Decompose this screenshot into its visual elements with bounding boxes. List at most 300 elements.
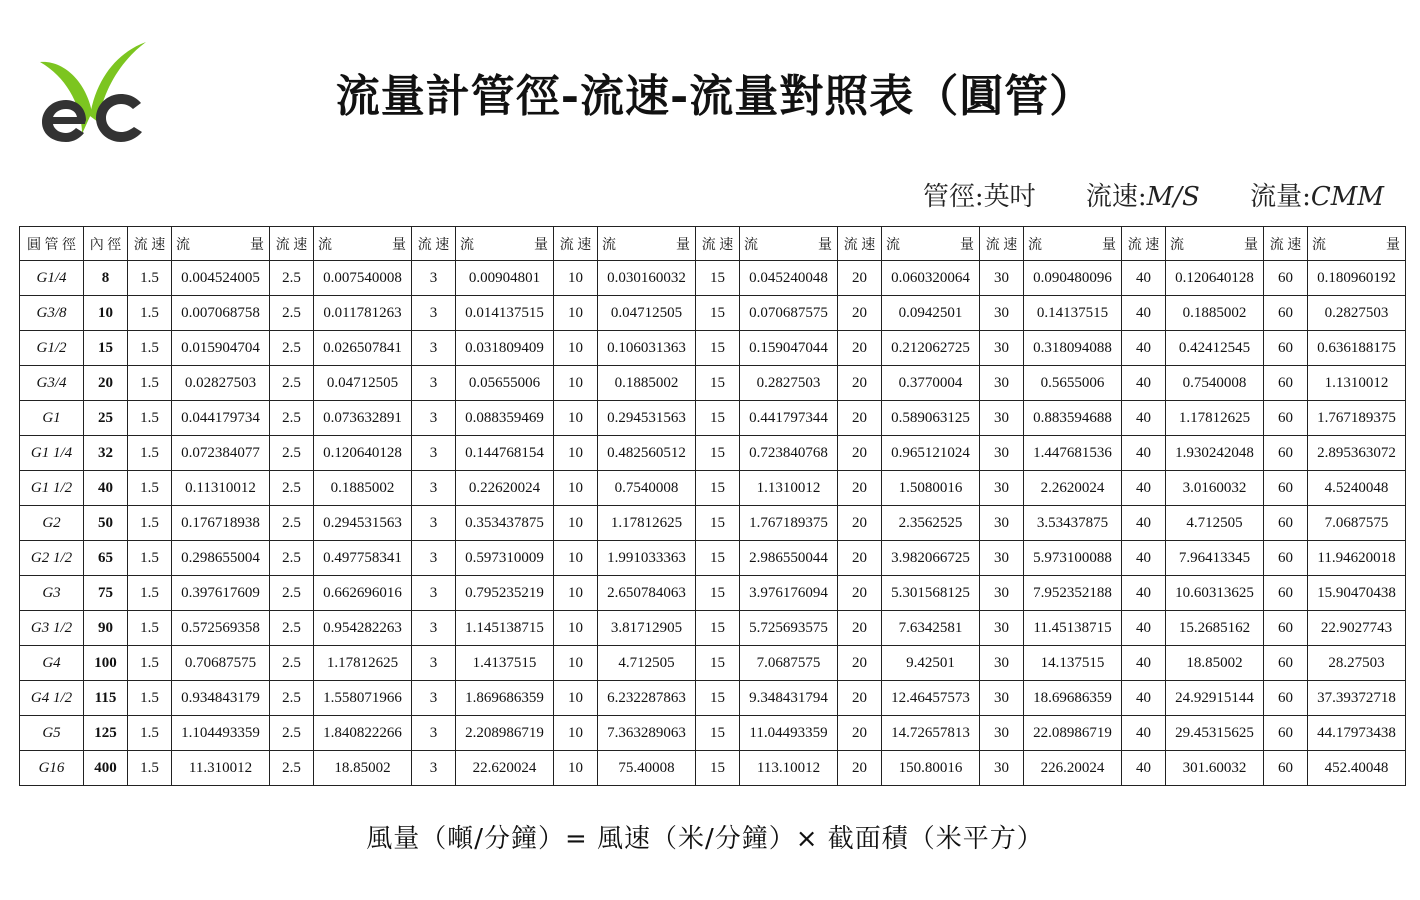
header-flow-left: 流 [318, 237, 332, 253]
cell-flow: 7.0687575 [1308, 506, 1406, 541]
flow-unit-label: 流量: [1250, 182, 1311, 212]
cell-velocity: 60 [1264, 296, 1308, 331]
table-row [20, 751, 1406, 786]
cell-velocity: 2.5 [270, 401, 314, 436]
cell-flow: 18.69686359 [1024, 681, 1122, 716]
cell-flow: 7.952352188 [1024, 576, 1122, 611]
cell-velocity: 1.5 [128, 751, 172, 786]
cell-velocity: 3 [412, 681, 456, 716]
cell-velocity: 15 [696, 541, 740, 576]
cell-flow: 1.447681536 [1024, 436, 1122, 471]
cell-flow: 1.869686359 [456, 681, 554, 716]
cell-inner-diameter: 75 [84, 576, 128, 611]
header-velocity: 流 速 [412, 227, 456, 261]
cell-flow: 0.795235219 [456, 576, 554, 611]
cell-flow: 15.2685162 [1166, 611, 1264, 646]
cell-velocity: 10 [554, 506, 598, 541]
cell-velocity: 40 [1122, 296, 1166, 331]
cell-pipe: G5 [20, 716, 84, 751]
cell-velocity: 1.5 [128, 331, 172, 366]
cell-flow: 0.026507841 [314, 331, 412, 366]
cell-pipe: G1/2 [20, 331, 84, 366]
cell-velocity: 30 [980, 541, 1024, 576]
cell-flow: 0.70687575 [172, 646, 270, 681]
cell-flow: 1.991033363 [598, 541, 696, 576]
cell-velocity: 3 [412, 506, 456, 541]
cell-flow: 5.725693575 [740, 611, 838, 646]
cell-velocity: 10 [554, 366, 598, 401]
header-flow-left: 流 [176, 237, 190, 253]
cell-velocity: 3 [412, 401, 456, 436]
cell-velocity: 40 [1122, 401, 1166, 436]
cell-flow: 11.04493359 [740, 716, 838, 751]
cell-flow: 0.1885002 [598, 366, 696, 401]
cell-velocity: 10 [554, 611, 598, 646]
cell-inner-diameter: 50 [84, 506, 128, 541]
cell-velocity: 1.5 [128, 611, 172, 646]
cell-flow: 3.976176094 [740, 576, 838, 611]
cell-velocity: 60 [1264, 576, 1308, 611]
table-row [20, 506, 1406, 541]
cell-inner-diameter: 400 [84, 751, 128, 786]
cell-flow: 0.106031363 [598, 331, 696, 366]
cell-velocity: 15 [696, 436, 740, 471]
cell-inner-diameter: 10 [84, 296, 128, 331]
cell-flow: 29.45315625 [1166, 716, 1264, 751]
cell-flow: 0.11310012 [172, 471, 270, 506]
cell-flow: 12.46457573 [882, 681, 980, 716]
cell-flow: 6.232287863 [598, 681, 696, 716]
table-row [20, 611, 1406, 646]
cell-velocity: 2.5 [270, 681, 314, 716]
cell-velocity: 2.5 [270, 436, 314, 471]
cell-flow: 0.7540008 [1166, 366, 1264, 401]
cell-flow: 0.212062725 [882, 331, 980, 366]
cell-flow: 5.973100088 [1024, 541, 1122, 576]
header-flow-right: 量 [534, 237, 548, 253]
header-flow-left: 流 [1170, 237, 1184, 253]
cell-velocity: 20 [838, 541, 882, 576]
cell-velocity: 40 [1122, 646, 1166, 681]
page-title: 流量計管徑-流速-流量對照表（圓管） [335, 71, 1095, 122]
units-legend [923, 176, 1384, 213]
cell-flow: 1.1310012 [740, 471, 838, 506]
cell-velocity: 30 [980, 436, 1024, 471]
header-flow-left: 流 [1312, 237, 1326, 253]
cell-flow: 0.144768154 [456, 436, 554, 471]
cell-velocity: 40 [1122, 576, 1166, 611]
cell-velocity: 3 [412, 716, 456, 751]
header-flow [172, 227, 270, 261]
cell-flow: 0.072384077 [172, 436, 270, 471]
cell-inner-diameter: 8 [84, 261, 128, 296]
cell-flow: 0.22620024 [456, 471, 554, 506]
header-flow-right: 量 [1244, 237, 1258, 253]
cell-flow: 2.3562525 [882, 506, 980, 541]
cell-velocity: 60 [1264, 436, 1308, 471]
cell-flow: 0.589063125 [882, 401, 980, 436]
cell-flow: 0.2827503 [740, 366, 838, 401]
cell-velocity: 15 [696, 331, 740, 366]
cell-flow: 0.636188175 [1308, 331, 1406, 366]
header-flow [456, 227, 554, 261]
cell-flow: 0.044179734 [172, 401, 270, 436]
cell-flow: 5.301568125 [882, 576, 980, 611]
table-row [20, 646, 1406, 681]
cell-flow: 0.031809409 [456, 331, 554, 366]
cell-velocity: 15 [696, 716, 740, 751]
cell-velocity: 30 [980, 646, 1024, 681]
cell-flow: 1.17812625 [598, 506, 696, 541]
cell-flow: 0.014137515 [456, 296, 554, 331]
cell-flow: 2.986550044 [740, 541, 838, 576]
cell-velocity: 10 [554, 751, 598, 786]
cell-flow: 0.00904801 [456, 261, 554, 296]
table-row [20, 436, 1406, 471]
cell-flow: 0.088359469 [456, 401, 554, 436]
cell-flow: 0.954282263 [314, 611, 412, 646]
cell-flow: 0.045240048 [740, 261, 838, 296]
flow-unit-value: CMM [1310, 182, 1384, 212]
cell-velocity: 40 [1122, 366, 1166, 401]
cell-velocity: 3 [412, 751, 456, 786]
cell-velocity: 2.5 [270, 261, 314, 296]
cell-velocity: 1.5 [128, 366, 172, 401]
cell-velocity: 15 [696, 261, 740, 296]
header-flow-right: 量 [1102, 237, 1116, 253]
cell-velocity: 20 [838, 331, 882, 366]
cell-velocity: 30 [980, 506, 1024, 541]
cell-inner-diameter: 20 [84, 366, 128, 401]
cell-velocity: 15 [696, 471, 740, 506]
cell-velocity: 1.5 [128, 646, 172, 681]
table-row [20, 296, 1406, 331]
cell-velocity: 20 [838, 681, 882, 716]
cell-flow: 0.298655004 [172, 541, 270, 576]
cell-flow: 0.482560512 [598, 436, 696, 471]
cell-velocity: 30 [980, 681, 1024, 716]
cell-velocity: 2.5 [270, 296, 314, 331]
cell-velocity: 10 [554, 646, 598, 681]
table-row [20, 331, 1406, 366]
cell-flow: 0.004524005 [172, 261, 270, 296]
cell-flow: 10.60313625 [1166, 576, 1264, 611]
cell-flow: 15.90470438 [1308, 576, 1406, 611]
cell-velocity: 10 [554, 261, 598, 296]
header-velocity: 流 速 [696, 227, 740, 261]
cell-flow: 18.85002 [1166, 646, 1264, 681]
header-flow [598, 227, 696, 261]
cell-flow: 226.20024 [1024, 751, 1122, 786]
header-flow-right: 量 [818, 237, 832, 253]
cell-flow: 0.120640128 [314, 436, 412, 471]
cell-flow: 0.159047044 [740, 331, 838, 366]
cell-flow: 2.650784063 [598, 576, 696, 611]
cell-flow: 75.40008 [598, 751, 696, 786]
cell-velocity: 10 [554, 541, 598, 576]
cell-velocity: 40 [1122, 541, 1166, 576]
cell-velocity: 30 [980, 471, 1024, 506]
cell-velocity: 1.5 [128, 681, 172, 716]
cell-flow: 7.96413345 [1166, 541, 1264, 576]
cell-flow: 44.17973438 [1308, 716, 1406, 751]
cell-flow: 7.0687575 [740, 646, 838, 681]
cell-flow: 1.1310012 [1308, 366, 1406, 401]
table-row [20, 366, 1406, 401]
cell-velocity: 60 [1264, 331, 1308, 366]
pipe-unit-label: 管徑: [922, 182, 984, 212]
header-flow-left: 流 [1028, 237, 1042, 253]
cell-velocity: 20 [838, 611, 882, 646]
cell-velocity: 3 [412, 541, 456, 576]
cell-flow: 0.294531563 [314, 506, 412, 541]
cell-velocity: 10 [554, 296, 598, 331]
cell-velocity: 40 [1122, 611, 1166, 646]
cell-flow: 0.1885002 [1166, 296, 1264, 331]
header-flow-left: 流 [886, 237, 900, 253]
header-flow [314, 227, 412, 261]
cell-pipe: G1 1/4 [20, 436, 84, 471]
cell-velocity: 60 [1264, 261, 1308, 296]
cell-flow: 24.92915144 [1166, 681, 1264, 716]
cell-flow: 1.17812625 [314, 646, 412, 681]
cell-velocity: 20 [838, 646, 882, 681]
cell-velocity: 15 [696, 296, 740, 331]
cell-flow: 0.883594688 [1024, 401, 1122, 436]
table-row [20, 681, 1406, 716]
cell-velocity: 60 [1264, 646, 1308, 681]
cell-flow: 0.1885002 [314, 471, 412, 506]
cell-flow: 0.04712505 [314, 366, 412, 401]
cell-velocity: 20 [838, 471, 882, 506]
cell-velocity: 60 [1264, 751, 1308, 786]
cell-flow: 0.04712505 [598, 296, 696, 331]
cell-pipe: G3 1/2 [20, 611, 84, 646]
table-row [20, 471, 1406, 506]
cell-inner-diameter: 65 [84, 541, 128, 576]
cell-flow: 0.572569358 [172, 611, 270, 646]
cell-velocity: 1.5 [128, 471, 172, 506]
cell-velocity: 3 [412, 436, 456, 471]
cell-velocity: 30 [980, 611, 1024, 646]
cell-flow: 0.318094088 [1024, 331, 1122, 366]
table-row [20, 716, 1406, 751]
cell-flow: 0.073632891 [314, 401, 412, 436]
header-flow-left: 流 [460, 237, 474, 253]
cell-inner-diameter: 125 [84, 716, 128, 751]
cell-velocity: 15 [696, 401, 740, 436]
cell-velocity: 20 [838, 506, 882, 541]
header-flow-left: 流 [744, 237, 758, 253]
cell-velocity: 15 [696, 506, 740, 541]
cell-pipe: G16 [20, 751, 84, 786]
cell-flow: 0.060320064 [882, 261, 980, 296]
cell-velocity: 40 [1122, 751, 1166, 786]
cell-flow: 0.180960192 [1308, 261, 1406, 296]
cell-velocity: 3 [412, 611, 456, 646]
cell-velocity: 60 [1264, 401, 1308, 436]
cell-velocity: 10 [554, 436, 598, 471]
cell-velocity: 60 [1264, 541, 1308, 576]
cell-velocity: 30 [980, 366, 1024, 401]
header-flow-right: 量 [676, 237, 690, 253]
cell-flow: 0.090480096 [1024, 261, 1122, 296]
cell-inner-diameter: 90 [84, 611, 128, 646]
cell-pipe: G4 [20, 646, 84, 681]
cell-velocity: 1.5 [128, 541, 172, 576]
header-flow [882, 227, 980, 261]
cell-flow: 0.5655006 [1024, 366, 1122, 401]
cell-velocity: 30 [980, 401, 1024, 436]
cell-velocity: 20 [838, 261, 882, 296]
cell-inner-diameter: 40 [84, 471, 128, 506]
cell-flow: 0.397617609 [172, 576, 270, 611]
cell-velocity: 40 [1122, 471, 1166, 506]
cell-flow: 3.53437875 [1024, 506, 1122, 541]
cell-velocity: 2.5 [270, 576, 314, 611]
cell-flow: 14.137515 [1024, 646, 1122, 681]
cell-flow: 1.840822266 [314, 716, 412, 751]
cell-flow: 0.14137515 [1024, 296, 1122, 331]
cell-velocity: 3 [412, 646, 456, 681]
cell-flow: 7.6342581 [882, 611, 980, 646]
header-velocity: 流 速 [1264, 227, 1308, 261]
cell-flow: 0.070687575 [740, 296, 838, 331]
cell-velocity: 2.5 [270, 611, 314, 646]
cell-flow: 2.895363072 [1308, 436, 1406, 471]
cell-flow: 22.08986719 [1024, 716, 1122, 751]
cell-flow: 0.176718938 [172, 506, 270, 541]
cell-velocity: 3 [412, 576, 456, 611]
header-velocity: 流 速 [270, 227, 314, 261]
cell-velocity: 30 [980, 296, 1024, 331]
cell-velocity: 30 [980, 261, 1024, 296]
cell-velocity: 15 [696, 611, 740, 646]
pipe-unit [923, 176, 1036, 213]
cell-velocity: 1.5 [128, 401, 172, 436]
header-velocity: 流 速 [1122, 227, 1166, 261]
cell-flow: 0.42412545 [1166, 331, 1264, 366]
cell-flow: 0.353437875 [456, 506, 554, 541]
table-header-row [20, 227, 1406, 261]
cell-velocity: 40 [1122, 331, 1166, 366]
cell-velocity: 60 [1264, 716, 1308, 751]
cell-velocity: 10 [554, 471, 598, 506]
cell-velocity: 2.5 [270, 751, 314, 786]
header-velocity: 流 速 [128, 227, 172, 261]
cell-flow: 7.363289063 [598, 716, 696, 751]
header-velocity: 流 速 [838, 227, 882, 261]
cell-inner-diameter: 15 [84, 331, 128, 366]
cell-flow: 0.441797344 [740, 401, 838, 436]
cell-flow: 3.0160032 [1166, 471, 1264, 506]
cell-velocity: 15 [696, 366, 740, 401]
velocity-unit [1086, 176, 1200, 213]
cell-velocity: 3 [412, 261, 456, 296]
cell-flow: 2.2620024 [1024, 471, 1122, 506]
cell-velocity: 15 [696, 646, 740, 681]
cell-flow: 452.40048 [1308, 751, 1406, 786]
header-velocity: 流 速 [554, 227, 598, 261]
cell-flow: 9.348431794 [740, 681, 838, 716]
cell-flow: 1.767189375 [740, 506, 838, 541]
cell-velocity: 30 [980, 576, 1024, 611]
header-flow [1308, 227, 1406, 261]
cell-velocity: 10 [554, 716, 598, 751]
cell-velocity: 2.5 [270, 646, 314, 681]
cell-flow: 0.015904704 [172, 331, 270, 366]
cell-flow: 0.965121024 [882, 436, 980, 471]
table-row [20, 261, 1406, 296]
cell-velocity: 3 [412, 471, 456, 506]
cell-pipe: G1 [20, 401, 84, 436]
cell-inner-diameter: 115 [84, 681, 128, 716]
cell-flow: 1.104493359 [172, 716, 270, 751]
cell-flow: 3.81712905 [598, 611, 696, 646]
cell-velocity: 2.5 [270, 716, 314, 751]
cell-flow: 11.94620018 [1308, 541, 1406, 576]
cell-pipe: G1/4 [20, 261, 84, 296]
cell-flow: 301.60032 [1166, 751, 1264, 786]
formula: 風量（噸/分鐘）= 風速（米/分鐘）× 截面積（米平方） [366, 824, 1044, 854]
cell-velocity: 15 [696, 681, 740, 716]
header-pipe: 圓 管 徑 [20, 227, 84, 261]
cell-flow: 0.723840768 [740, 436, 838, 471]
pipe-unit-value: 英吋 [983, 182, 1036, 212]
cell-velocity: 15 [696, 576, 740, 611]
cell-flow: 0.030160032 [598, 261, 696, 296]
cell-velocity: 20 [838, 401, 882, 436]
cell-velocity: 2.5 [270, 471, 314, 506]
cell-velocity: 40 [1122, 716, 1166, 751]
cell-inner-diameter: 100 [84, 646, 128, 681]
cell-velocity: 10 [554, 331, 598, 366]
cell-inner-diameter: 25 [84, 401, 128, 436]
cell-velocity: 20 [838, 751, 882, 786]
cell-flow: 4.712505 [1166, 506, 1264, 541]
table-row [20, 541, 1406, 576]
cell-pipe: G2 [20, 506, 84, 541]
cell-flow: 4.5240048 [1308, 471, 1406, 506]
cell-velocity: 40 [1122, 436, 1166, 471]
cell-pipe: G4 1/2 [20, 681, 84, 716]
cell-flow: 1.145138715 [456, 611, 554, 646]
cell-velocity: 2.5 [270, 541, 314, 576]
cell-flow: 0.3770004 [882, 366, 980, 401]
cell-velocity: 10 [554, 576, 598, 611]
cell-flow: 0.007540008 [314, 261, 412, 296]
table-row [20, 576, 1406, 611]
cell-velocity: 40 [1122, 506, 1166, 541]
cell-velocity: 15 [696, 751, 740, 786]
cell-flow: 1.17812625 [1166, 401, 1264, 436]
cell-velocity: 40 [1122, 681, 1166, 716]
cell-flow: 0.120640128 [1166, 261, 1264, 296]
cell-velocity: 20 [838, 296, 882, 331]
cell-flow: 0.011781263 [314, 296, 412, 331]
cell-flow: 0.597310009 [456, 541, 554, 576]
header-flow [740, 227, 838, 261]
cell-velocity: 60 [1264, 366, 1308, 401]
cell-flow: 0.294531563 [598, 401, 696, 436]
cell-velocity: 1.5 [128, 506, 172, 541]
cell-velocity: 1.5 [128, 716, 172, 751]
cell-velocity: 30 [980, 331, 1024, 366]
cell-velocity: 1.5 [128, 296, 172, 331]
velocity-unit-value: M/S [1146, 182, 1200, 212]
cell-flow: 0.0942501 [882, 296, 980, 331]
flow-unit [1250, 176, 1384, 213]
